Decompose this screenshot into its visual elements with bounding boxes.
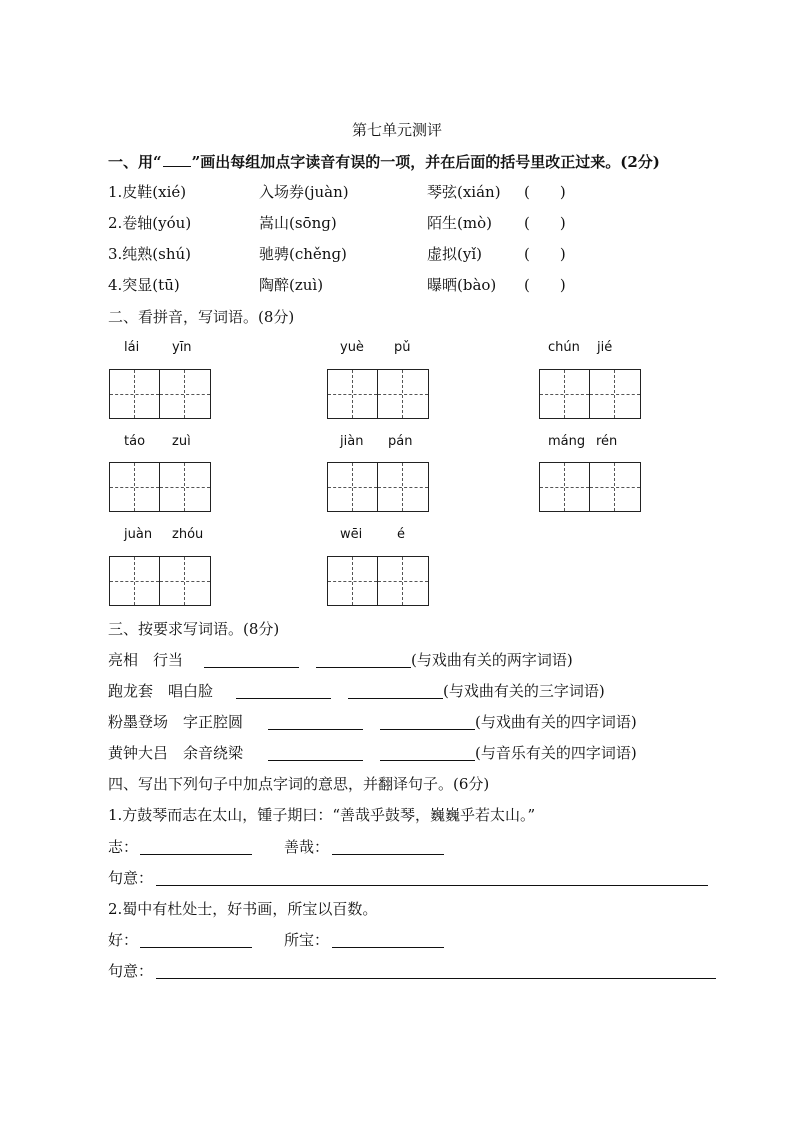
sec1-row1-b: 入场券(juàn) xyxy=(259,183,349,201)
answer-blank[interactable] xyxy=(268,760,363,761)
pinyin: máng xyxy=(548,434,586,449)
sec3-row1-words: 亮相 行当 xyxy=(108,651,184,669)
pinyin: yuè xyxy=(340,340,364,355)
answer-blank[interactable] xyxy=(268,729,363,730)
answer-blank[interactable] xyxy=(332,947,444,948)
pinyin: pán xyxy=(388,434,413,449)
pinyin: é xyxy=(397,527,405,542)
sec1-row1-c: 琴弦(xián) xyxy=(427,183,501,201)
sec1-row2-c: 陌生(mò) xyxy=(427,214,492,232)
pinyin: táo xyxy=(124,434,146,449)
answer-blank[interactable] xyxy=(140,947,252,948)
sec1-row2-a: 2.卷轴(yóu) xyxy=(108,214,192,232)
char-grid[interactable] xyxy=(109,462,211,512)
char-grid[interactable] xyxy=(327,369,429,419)
char-grid[interactable] xyxy=(109,369,211,419)
pinyin: juàn xyxy=(124,527,153,542)
sec1-row1-answer[interactable]: ( ) xyxy=(524,183,566,201)
sec1-row2-b: 嵩山(sōnɡ) xyxy=(259,214,337,232)
answer-line[interactable] xyxy=(156,978,716,979)
pinyin: wēi xyxy=(340,527,363,542)
section-1-heading xyxy=(108,152,660,172)
pinyin: lái xyxy=(124,340,140,355)
answer-blank[interactable] xyxy=(236,698,331,699)
sec1-row2-answer[interactable]: ( ) xyxy=(524,214,566,232)
pinyin: rén xyxy=(596,434,618,449)
sec3-row3-hint: (与戏曲有关的四字词语) xyxy=(475,713,637,731)
answer-blank[interactable] xyxy=(348,698,443,699)
pinyin: chún xyxy=(548,340,580,355)
sec1-row3-c: 虚拟(yǐ) xyxy=(427,245,482,263)
sec4-q1-sentence: 1.方鼓琴而志在太山，锺子期曰：“善哉乎鼓琴，巍巍乎若太山。” xyxy=(108,806,536,824)
sec3-row2-words: 跑龙套 唱白脸 xyxy=(108,682,214,700)
sec1-row4-a: 4.突显(tū) xyxy=(108,276,180,294)
char-grid[interactable] xyxy=(539,462,641,512)
section-4-heading: 四、写出下列句子中加点字词的意思，并翻译句子。(6分) xyxy=(108,775,490,793)
pinyin: jiàn xyxy=(340,434,364,449)
answer-blank[interactable] xyxy=(316,667,411,668)
answer-blank[interactable] xyxy=(332,854,444,855)
sec1-row4-answer[interactable]: ( ) xyxy=(524,276,566,294)
underline-sample xyxy=(163,152,191,167)
sec1-row3-a: 3.纯熟(shú) xyxy=(108,245,192,263)
char-grid[interactable] xyxy=(327,462,429,512)
sec4-q2-sentence: 2.蜀中有杜处士，好书画，所宝以百数。 xyxy=(108,900,378,918)
sec1-row4-c: 曝晒(bào) xyxy=(427,276,497,294)
pinyin: pǔ xyxy=(394,340,411,355)
sec3-row4-words: 黄钟大吕 余音绕梁 xyxy=(108,744,244,762)
char-grid[interactable] xyxy=(327,556,429,606)
sec4-q1-meaning-label: 句意： xyxy=(108,869,154,887)
sec4-q2-label-b: 所宝： xyxy=(284,931,330,949)
answer-line[interactable] xyxy=(156,885,708,886)
section-2-heading: 二、看拼音，写词语。(8分) xyxy=(108,308,295,326)
pinyin: zuì xyxy=(172,434,191,449)
section-1-heading-post: ”画出每组加点字读音有误的一项，并在后面的括号里改正过来。(2分) xyxy=(191,153,660,171)
answer-blank[interactable] xyxy=(204,667,299,668)
sec1-row3-b: 驰骋(chěnɡ) xyxy=(259,245,347,263)
sec1-row4-b: 陶醉(zuì) xyxy=(259,276,324,294)
sec4-q2-label-a: 好： xyxy=(108,931,139,949)
sec3-row2-hint: (与戏曲有关的三字词语) xyxy=(443,682,605,700)
sec1-row1-a: 1.皮鞋(xié) xyxy=(108,183,187,201)
answer-blank[interactable] xyxy=(380,729,475,730)
answer-blank[interactable] xyxy=(140,854,252,855)
pinyin: yīn xyxy=(172,340,192,355)
section-1-heading-pre: 一、用“ xyxy=(108,153,162,171)
sec1-row3-answer[interactable]: ( ) xyxy=(524,245,566,263)
char-grid[interactable] xyxy=(109,556,211,606)
page-title: 第七单元测评 xyxy=(351,121,442,139)
pinyin: jié xyxy=(597,340,613,355)
sec3-row1-hint: (与戏曲有关的两字词语) xyxy=(411,651,573,669)
section-3-heading: 三、按要求写词语。(8分) xyxy=(108,620,280,638)
sec4-q1-label-a: 志： xyxy=(108,838,139,856)
sec4-q1-label-b: 善哉： xyxy=(284,838,330,856)
char-grid[interactable] xyxy=(539,369,641,419)
answer-blank[interactable] xyxy=(380,760,475,761)
sec4-q2-meaning-label: 句意： xyxy=(108,962,154,980)
sec3-row4-hint: (与音乐有关的四字词语) xyxy=(475,744,637,762)
sec3-row3-words: 粉墨登场 字正腔圆 xyxy=(108,713,244,731)
pinyin: zhóu xyxy=(172,527,204,542)
